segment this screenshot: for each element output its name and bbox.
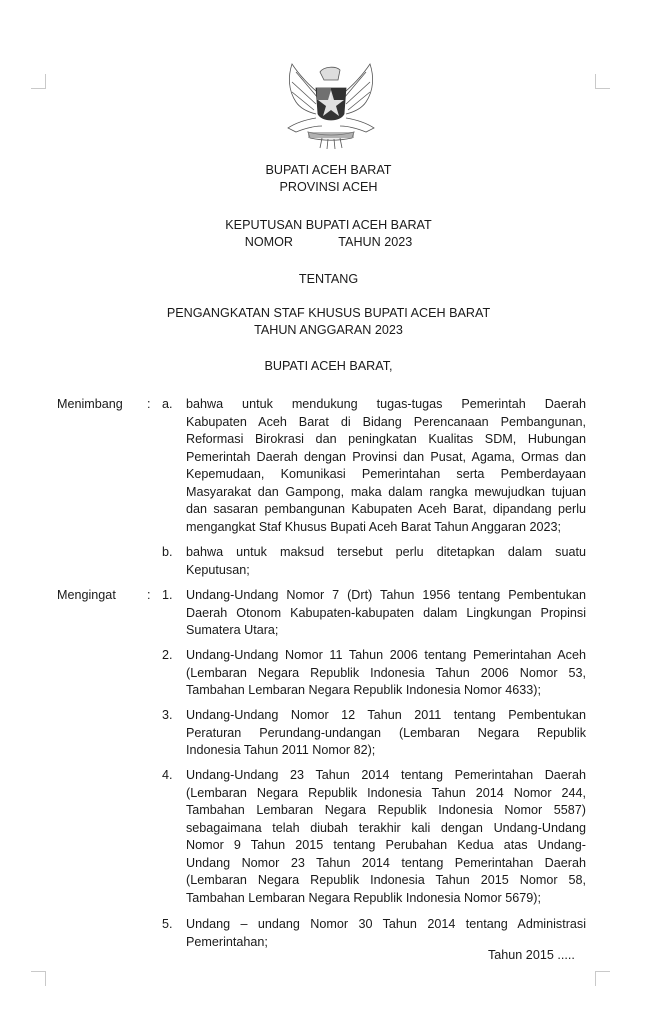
item-text xyxy=(186,647,586,700)
text-line: (Lembaran Negara Republik Indonesia Tahun 2015 Nomor 58, xyxy=(186,873,586,887)
text-line: Tambahan Lembaran Negara Republik Indonesia Nomor 4633); xyxy=(186,683,541,697)
item-text xyxy=(186,396,586,536)
text-line: Indonesia Tahun 2011 Nomor 82); xyxy=(186,743,376,757)
text-line: Daerah Otonom Kabupaten-kabupaten dalam Lingkungan Propinsi xyxy=(186,605,586,620)
text-line: (Lembaran Negara Republik Indonesia Tahun 2014 Nomor 244, xyxy=(186,785,586,800)
item-text xyxy=(186,587,586,640)
text-line: Reformasi Birokrasi dan peningkatan Kualitas SDM, Hubungan xyxy=(186,432,586,446)
item-text xyxy=(186,916,586,951)
text-line: Nomor 9 Tahun 2015 tentang Perubahan Kedua atas Undang- xyxy=(186,838,586,852)
crop-mark-top-left xyxy=(31,74,46,89)
menimbang-label: Menimbang xyxy=(57,397,123,411)
text-line: Undang-Undang Nomor 11 Tahun 2006 tentang Pemerintahan Aceh xyxy=(186,648,586,662)
text-line: Kabupaten Aceh Barat di Bidang Perencanaan Pembangunan, xyxy=(186,414,586,429)
decree-number: NOMOR TAHUN 2023 xyxy=(244,235,413,249)
item-text xyxy=(186,707,586,760)
text-line: Pemerintah Daerah dengan Provinsi dan Pusat, Agama, Ormas dan xyxy=(186,449,586,464)
crop-mark-bottom-right xyxy=(595,971,610,986)
item-marker: 1. xyxy=(162,588,173,602)
text-line: Keputusan; xyxy=(186,562,250,577)
issuer-line-2: PROVINSI ACEH xyxy=(279,180,378,194)
subject-line-2: TAHUN ANGGARAN 2023 xyxy=(254,323,403,337)
item-marker: 3. xyxy=(162,708,173,722)
subject-line-1: PENGANGKATAN STAF KHUSUS BUPATI ACEH BARAT xyxy=(166,306,491,320)
issuer-line-1: BUPATI ACEH BARAT xyxy=(265,163,392,177)
item-marker: 2. xyxy=(162,648,173,662)
mengingat-colon: : xyxy=(147,588,151,602)
text-line: Undang – undang Nomor 30 Tahun 2014 tentang Administrasi xyxy=(186,917,586,931)
text-line: Peraturan Perundang-undangan (Lembaran Negara Republik xyxy=(186,725,586,740)
text-line: Tambahan Lembaran Negara Republik Indonesia Nomor 5587) xyxy=(186,803,586,817)
about-heading: TENTANG xyxy=(298,272,359,286)
crop-mark-bottom-left xyxy=(31,971,46,986)
page-continuation: Tahun 2015 ..... xyxy=(488,948,575,962)
menimbang-colon: : xyxy=(147,397,151,411)
signatory-heading: BUPATI ACEH BARAT, xyxy=(264,359,393,373)
item-marker: 4. xyxy=(162,768,173,782)
item-text xyxy=(186,767,586,907)
text-line: Masyarakat dan Gampong, maka dalam rangka mewujudkan tujuan xyxy=(186,484,586,499)
text-line: Sumatera Utara; xyxy=(186,623,279,637)
crop-mark-top-right xyxy=(595,74,610,89)
decree-title: KEPUTUSAN BUPATI ACEH BARAT xyxy=(225,218,432,232)
item-marker: b. xyxy=(162,545,173,559)
text-line: mengangkat Staf Khusus Bupati Aceh Barat Tahun Anggaran 2023; xyxy=(186,519,562,534)
item-marker: a. xyxy=(162,397,173,411)
text-line: Undang-Undang Nomor 7 (Drt) Tahun 1956 tentang Pembentukan xyxy=(186,588,586,602)
text-line: Kepemudaan, Komunikasi Pemerintahan serta Pemberdayaan xyxy=(186,467,586,481)
text-line: Pemerintahan; xyxy=(186,934,268,949)
text-line: Tambahan Lembaran Negara Republik Indonesia Nomor 5679); xyxy=(186,890,541,905)
mengingat-label: Mengingat xyxy=(57,588,116,602)
garuda-emblem-icon xyxy=(278,58,384,150)
text-line: (Lembaran Negara Republik Indonesia Tahun 2006 Nomor 53, xyxy=(186,665,586,680)
text-line: sebagaimana telah diubah terakhir kali dengan Undang-Undang xyxy=(186,820,586,835)
text-line: Undang-Undang 23 Tahun 2014 tentang Pemerintahan Daerah xyxy=(186,768,586,782)
text-line: Undang-Undang Nomor 12 Tahun 2011 tentang Pembentukan xyxy=(186,708,586,722)
item-text xyxy=(186,544,586,579)
text-line: Undang Nomor 23 Tahun 2014 tentang Pemerintahan Daerah xyxy=(186,855,586,870)
text-line: dan sasaran pembangunan Kabupaten Aceh Barat, dipandang perlu xyxy=(186,502,586,516)
text-line: bahwa untuk mendukung tugas-tugas Pemerintah Daerah xyxy=(186,397,586,411)
item-marker: 5. xyxy=(162,917,173,931)
text-line: bahwa untuk maksud tersebut perlu ditetapkan dalam suatu xyxy=(186,545,586,559)
